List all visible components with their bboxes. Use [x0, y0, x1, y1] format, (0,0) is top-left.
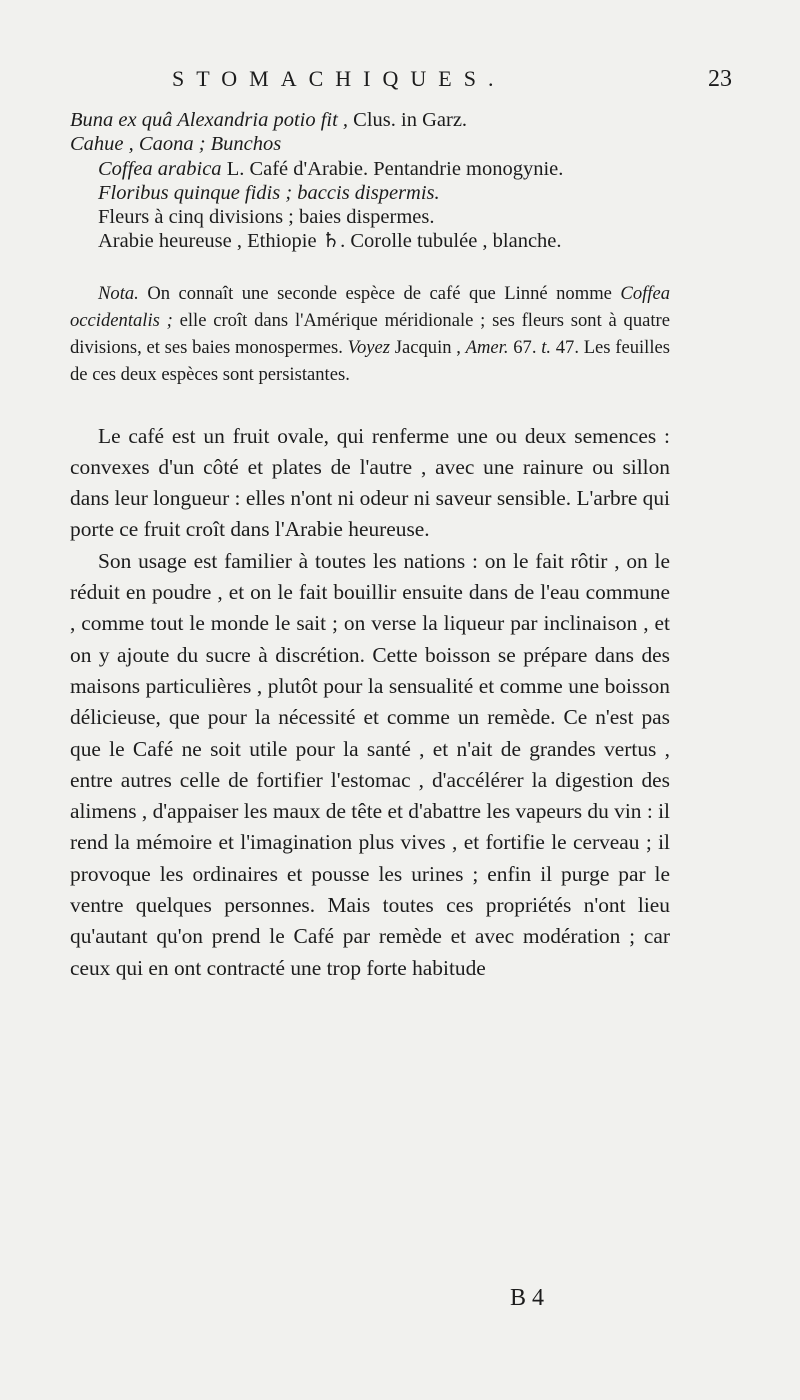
- nota-note: [70, 280, 670, 389]
- nota-text-1: On connaît une seconde espèce de café que Linné nomme: [147, 282, 612, 304]
- page-header: [0, 66, 800, 100]
- synonym-source: Clus. in Garz.: [353, 109, 468, 131]
- nota-text-3: Jacquin ,: [394, 337, 461, 359]
- nota-label: Nota.: [98, 282, 139, 304]
- flowers-latin-text: Floribus quinque fidis ; baccis dispermis.: [98, 181, 440, 204]
- running-title: STOMACHIQUES.: [172, 66, 506, 91]
- signature-mark: B 4: [510, 1285, 545, 1311]
- flowers-latin: [70, 181, 670, 205]
- nota-voyez: Voyez: [347, 337, 391, 359]
- page-number: 23: [708, 66, 732, 92]
- synonym-line-1: [70, 108, 670, 132]
- synonym-names: Cahue , Caona ; Bunchos: [70, 133, 282, 156]
- synonym-latin: Buna ex quâ Alexandria potio fit ,: [70, 109, 349, 131]
- paragraph-description: Le café est un fruit ovale, qui renferme une ou deux semences : convexes d'un côté et plates de l'autre , avec une rainure ou sillon dans leur longueur : elles n'ont ni odeur ni saveur sensible. L'arbre qui porte ce fruit croît dans l'Arabie heureuse.: [70, 423, 670, 542]
- nota-text-2: elle croît dans l'Amérique méridionale ; ses fleurs sont à quatre divisions, et ses baies monospermes.: [70, 309, 670, 359]
- species-common-name: L. Café d'Arabie. Pentandrie monogynie.: [226, 157, 564, 180]
- flowers-french: Fleurs à cinq divisions ; baies dispermes.: [98, 206, 435, 229]
- species-entry: [70, 108, 670, 254]
- nota-reference: Amer.: [465, 337, 509, 359]
- species-name: [70, 157, 670, 181]
- nota-text-5: 47. Les feuilles de ces deux espèces sont persistantes.: [70, 337, 670, 386]
- nota-paragraph: [70, 280, 670, 389]
- species-binomial: Coffea arabica: [98, 157, 222, 180]
- paragraph-usage: Son usage est familier à toutes les nations : on le fait rôtir , on le réduit en poudre , et on le fait bouillir ensuite dans de l'eau commune , comme tout le monde le sait ; on verse la liqueur par inclinaison , et on y ajoute du sucre à discrétion. Cette boisson se prépare dans des maisons particulières , plutôt pour la sensualité et comme une boisson délicieuse, que pour la nécessité et comme un remède. Ce n'est pas que le Café ne soit utile pour la santé , et n'ait de grandes vertus , entre autres celle de fortifier l'estomac , d'accélérer la digestion des alimens , d'appaiser les maux de tête et d'abattre les vapeurs du vin : il rend la mémoire et l'imagination plus vives , et fortifie le cerveau ; il provoque les ordinaires et pousse les urines ; enfin il purge par le ventre quelques personnes. Mais toutes ces propriétés n'ont lieu qu'autant qu'on prend le Café par remède et avec modération ; car ceux qui en ont contracté une trop forte habitude: [70, 548, 670, 980]
- main-text: [70, 421, 670, 984]
- habitat: Arabie heureuse , Ethiopie ♄. Corolle tubulée , blanche.: [98, 230, 562, 253]
- page-body: [70, 108, 670, 984]
- nota-text-4: 67.: [513, 337, 537, 359]
- nota-species: Coffea occidentalis ;: [70, 282, 671, 331]
- nota-plate-abbrev: t.: [541, 337, 552, 359]
- synonym-line-2: [70, 132, 670, 156]
